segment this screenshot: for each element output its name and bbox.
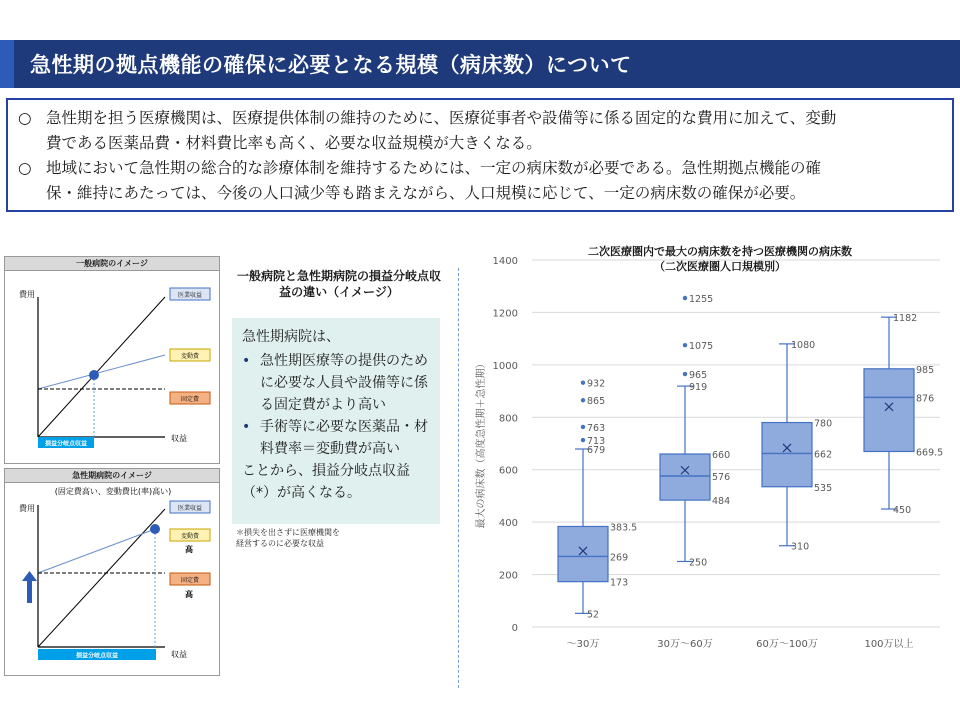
outlier-point [581, 438, 585, 442]
max-label: 919 [689, 382, 708, 394]
title-bar [0, 40, 960, 88]
min-label: 52 [587, 609, 600, 621]
median-label: 269 [610, 552, 629, 564]
y-tick-label: 400 [498, 518, 518, 530]
break-even-point [150, 524, 160, 534]
variable-cost-line [38, 355, 165, 389]
high-variable-label: 高 [185, 545, 193, 554]
page-title: 急性期の拠点機能の確保に必要となる規模（病床数）について [30, 53, 632, 77]
explanation-bullet: • 急性期医療等の提供のために必要な人員や設備等に係る固定費がより高い [242, 350, 430, 416]
general-panel-title: 一般病院のイメージ [5, 257, 219, 271]
max-label: 679 [587, 445, 606, 457]
section-divider [458, 268, 459, 688]
summary-line [18, 181, 942, 206]
q1-label: 173 [610, 577, 629, 589]
y-axis-label: 最大の病床数（高度急性期＋急性期） [476, 358, 487, 529]
outlier-point [581, 425, 585, 429]
y-tick-label: 0 [511, 623, 518, 634]
summary-line [18, 156, 942, 181]
y-tick-label: 1000 [492, 360, 518, 372]
acute-cost-diagram [5, 469, 221, 677]
legend-revenue-label: 医業収益 [177, 292, 203, 299]
comparison-title: 一般病院と急性期病院の損益分岐点収 益の違い（イメージ） [236, 269, 441, 299]
up-arrow-icon [27, 579, 32, 603]
q1-label: 669.5 [916, 447, 944, 459]
min-label: 250 [689, 557, 708, 569]
up-arrow-head-icon [22, 571, 37, 581]
outlier-label: 1255 [689, 294, 714, 306]
y-tick-label: 200 [498, 570, 518, 582]
variable-cost-line [38, 529, 155, 573]
revenue-line [38, 509, 165, 647]
summary-text: 地域において急性期の総合的な診療体制を維持するためには、一定の病床数が必要である。急性期拠点機能の確 [46, 159, 822, 177]
q3-label: 985 [916, 364, 935, 376]
circle-bullet-icon: ○ [18, 159, 32, 177]
x-axis-label: 収益 [171, 434, 187, 443]
summary-line [18, 131, 942, 156]
legend-revenue-label: 医業収益 [177, 505, 203, 512]
y-axis-label: 費用 [19, 290, 35, 299]
max-label: 1182 [893, 313, 918, 325]
summary-text: 急性期を担う医療機関は、医療提供体制の維持のために、医療従事者や設備等に係る固定的な費用に加えて、変動 [46, 109, 837, 127]
box-iqr [558, 526, 608, 581]
outlier-label: 1075 [689, 341, 714, 353]
high-fixed-label: 高 [185, 590, 193, 599]
legend-fixed-label: 固定費 [180, 396, 200, 403]
outlier-point [683, 372, 687, 376]
footnote: ＊損失を出さずに医療機関を 経営するのに必要な収益 [236, 528, 340, 548]
chart-title: 二次医療圏内で最大の病床数を持つ医療機関の病床数 （二次医療圏人口規模別） [588, 245, 852, 273]
general-hospital-panel [4, 256, 220, 464]
circle-bullet-icon: ○ [18, 109, 32, 127]
explanation-conclusion: ことから、損益分岐点収益（*）が高くなる。 [242, 463, 410, 501]
outlier-label: 932 [587, 378, 606, 390]
title-accent [0, 40, 14, 88]
legend-variable-label: 変動費 [180, 533, 200, 540]
outlier-point [581, 398, 585, 402]
q3-label: 383.5 [610, 522, 638, 534]
median-label: 576 [712, 472, 731, 484]
summary-text: 保・維持にあたっては、今後の人口減少等も踏まえながら、人口規模に応じて、一定の病床数の確保が必要。 [46, 184, 806, 202]
explanation-bullet: • 手術等に必要な医薬品・材料費率＝変動費が高い [242, 416, 430, 460]
min-label: 450 [893, 505, 912, 517]
outlier-point [683, 343, 687, 347]
outlier-label: 865 [587, 396, 606, 408]
q1-label: 535 [814, 482, 833, 494]
box-iqr [660, 454, 710, 500]
y-tick-label: 800 [498, 413, 518, 425]
outlier-point [581, 380, 585, 384]
x-tick-label: 100万以上 [864, 639, 914, 650]
x-tick-label: 60万～100万 [756, 639, 818, 650]
outlier-label: 763 [587, 422, 606, 434]
summary-line [18, 106, 942, 131]
y-tick-label: 1400 [492, 256, 518, 267]
legend-variable-label: 変動費 [180, 353, 200, 360]
legend-fixed-label: 固定費 [180, 577, 200, 584]
summary-text: 費である医薬品費・材料費比率も高く、必要な収益規模が大きくなる。 [46, 134, 542, 152]
bep-label: 損益分岐点収益 [44, 440, 88, 448]
outlier-label: 965 [689, 370, 708, 382]
bullet-dot-icon: • [242, 353, 251, 369]
x-axis-label: 収益 [171, 650, 187, 659]
min-label: 310 [791, 541, 810, 553]
x-tick-label: 30万～60万 [657, 639, 713, 650]
max-label: 1080 [791, 339, 816, 351]
bullet-dot-icon: • [242, 419, 251, 435]
box-iqr [864, 369, 914, 452]
x-tick-label: ～30万 [566, 639, 600, 650]
summary-box [6, 98, 954, 212]
bep-label: 損益分岐点収益 [75, 652, 119, 660]
break-even-point [89, 370, 99, 380]
q1-label: 484 [712, 496, 731, 508]
general-cost-diagram [5, 257, 221, 465]
acute-panel-subtitle: (固定費高い、変動費比(率)高い) [54, 487, 172, 496]
explanation-box [232, 318, 440, 524]
y-axis-label: 費用 [19, 504, 35, 513]
q3-label: 660 [712, 449, 731, 461]
median-label: 876 [916, 393, 935, 405]
median-label: 662 [814, 449, 833, 461]
explanation-lead: 急性期病院は、 [242, 329, 340, 345]
y-tick-label: 600 [498, 465, 518, 477]
outlier-label: 713 [587, 436, 606, 448]
acute-hospital-panel [4, 468, 220, 676]
y-tick-label: 1200 [492, 308, 518, 320]
acute-panel-title: 急性期病院のイメージ [5, 469, 219, 483]
revenue-line [38, 297, 165, 437]
q3-label: 780 [814, 418, 833, 430]
outlier-point [683, 296, 687, 300]
box-iqr [762, 423, 812, 487]
box-plot-chart [462, 246, 952, 666]
